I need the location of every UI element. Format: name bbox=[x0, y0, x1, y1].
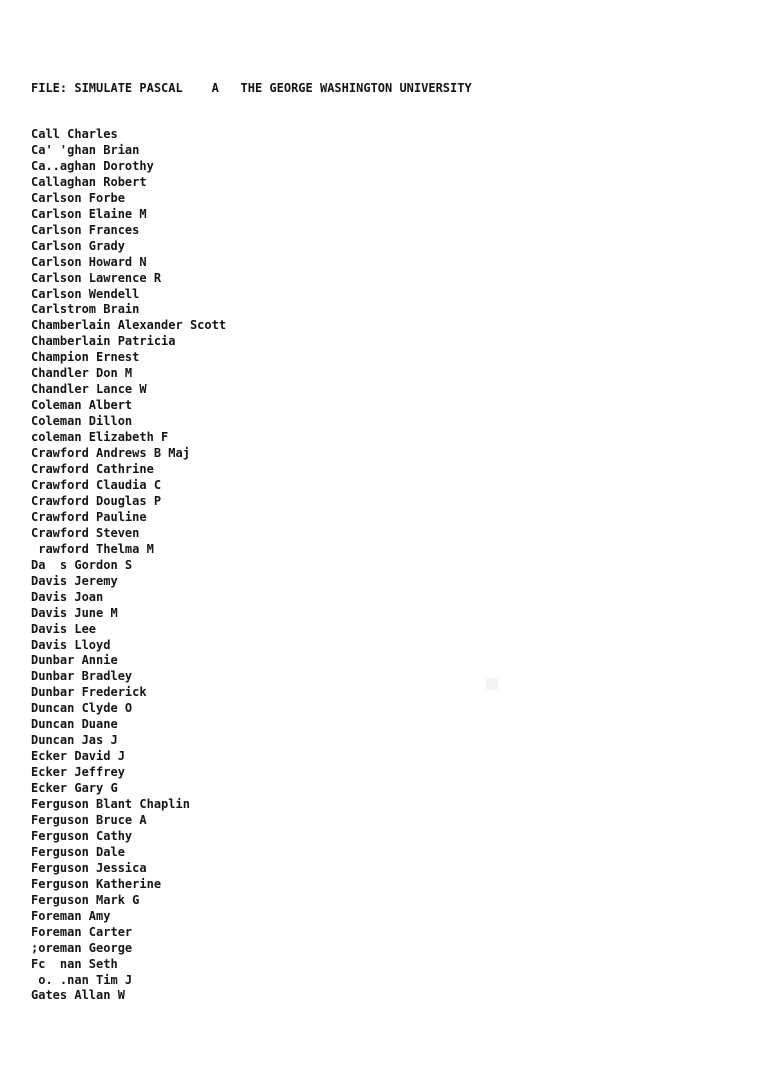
name-list-line: Champion Ernest bbox=[31, 350, 140, 365]
name-list-line: Davis Lee bbox=[31, 621, 97, 636]
name-list-line: Ecker Jeffrey bbox=[31, 765, 125, 780]
name-list-line: Ferguson Dale bbox=[31, 844, 125, 859]
name-list-line: Crawford Pauline bbox=[31, 509, 147, 524]
name-list-line: Ferguson Bruce A bbox=[31, 812, 147, 827]
name-list-line: Ferguson Cathy bbox=[31, 828, 133, 843]
name-list-line: Ferguson Blant Chaplin bbox=[31, 797, 190, 812]
name-list-line: Carlson Lawrence R bbox=[31, 270, 162, 285]
name-list-line: Chamberlain Patricia bbox=[31, 334, 176, 349]
name-list-line: Crawford Douglas P bbox=[31, 493, 162, 508]
name-list-line: Dunbar Frederick bbox=[31, 685, 147, 700]
name-list-line: Gates Allan W bbox=[31, 988, 125, 1003]
name-list-line: Dunbar Bradley bbox=[31, 669, 133, 684]
name-list-line: Ca..aghan Dorothy bbox=[31, 158, 154, 173]
name-list-line: Da s Gordon S bbox=[31, 557, 133, 572]
name-list-line: Carlson Frances bbox=[31, 222, 140, 237]
name-list-line: Ferguson Jessica bbox=[31, 860, 147, 875]
name-list-line: Duncan Jas J bbox=[31, 733, 118, 748]
name-list-line: Carlson Wendell bbox=[31, 286, 140, 301]
name-list-line: Chandler Don M bbox=[31, 366, 133, 381]
name-list-line: Davis Joan bbox=[31, 589, 104, 604]
name-list-line: Carlson Grady bbox=[31, 238, 125, 253]
name-list-line: Crawford Cathrine bbox=[31, 462, 154, 477]
name-list-line: Carlson Howard N bbox=[31, 254, 147, 269]
name-list-line: Callaghan Robert bbox=[31, 174, 147, 189]
name-list-line: o. .nan Tim J bbox=[31, 972, 133, 987]
name-list-line: Coleman Albert bbox=[31, 398, 133, 413]
name-list-line: Davis June M bbox=[31, 605, 118, 620]
file-header-line: FILE: SIMULATE PASCAL A THE GEORGE WASHINGTON UNIVERSITY bbox=[31, 81, 472, 95]
name-list-line: Call Charles bbox=[31, 127, 118, 141]
name-list-line: Crawford Steven bbox=[31, 525, 140, 540]
name-list-line: Foreman Carter bbox=[31, 924, 133, 939]
name-list-line: Duncan Duane bbox=[31, 717, 118, 732]
name-list-line: Carlstrom Brain bbox=[31, 302, 140, 317]
name-list-line: rawford Thelma M bbox=[31, 541, 154, 556]
name-list-line: Ecker Gary G bbox=[31, 781, 118, 796]
name-list-line: Crawford Claudia C bbox=[31, 477, 162, 492]
name-list-line: Davis Lloyd bbox=[31, 637, 111, 652]
name-list-line: Crawford Andrews B Maj bbox=[31, 446, 190, 461]
name-list-line: Foreman Amy bbox=[31, 908, 111, 923]
name-list-line: Dunbar Annie bbox=[31, 653, 118, 668]
name-list-line: ;oreman George bbox=[31, 940, 133, 955]
name-list-line: Chandler Lance W bbox=[31, 382, 147, 397]
scan-smudge-artifact bbox=[486, 678, 498, 690]
name-list-line: Chamberlain Alexander Scott bbox=[31, 318, 227, 333]
name-list-line: Fc nan Seth bbox=[31, 956, 118, 971]
name-list-line: Davis Jeremy bbox=[31, 573, 118, 588]
name-list-line: Coleman Dillon bbox=[31, 414, 133, 429]
name-list-line: Ferguson Mark G bbox=[31, 892, 140, 907]
name-list-line: coleman Elizabeth F bbox=[31, 430, 169, 445]
name-list-line: Carlson Elaine M bbox=[31, 206, 147, 221]
name-list-line: Duncan Clyde O bbox=[31, 701, 133, 716]
name-list bbox=[31, 127, 226, 1004]
name-list-line: Ca' 'ghan Brian bbox=[31, 142, 140, 157]
name-list-line: Ecker David J bbox=[31, 749, 125, 764]
name-list-line: Carlson Forbe bbox=[31, 190, 125, 205]
name-list-line: Ferguson Katherine bbox=[31, 876, 162, 891]
